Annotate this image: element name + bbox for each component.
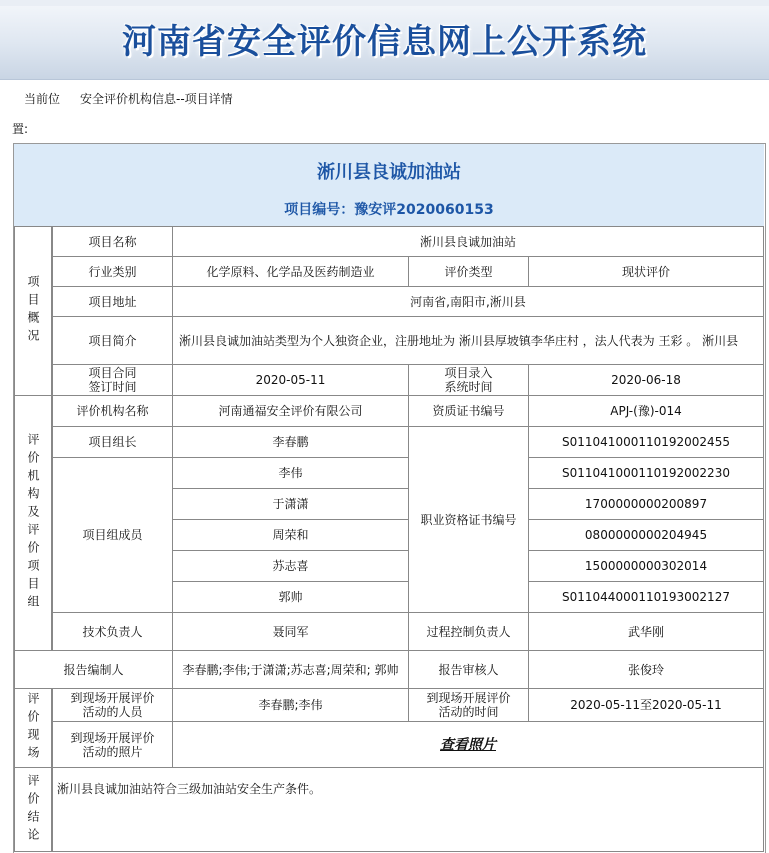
- site-time-label: 到现场开展评价活动的时间: [408, 688, 529, 722]
- entry-date-label: 项目录入系统时间: [408, 364, 529, 396]
- contract-date-label: 项目合同签订时间: [52, 364, 173, 396]
- member-name: 李伟: [172, 457, 409, 489]
- site-people-label: 到现场开展评价活动的人员: [52, 688, 173, 722]
- industry-label: 行业类别: [52, 256, 173, 287]
- eval-type-label: 评价类型: [408, 256, 529, 287]
- qualification-no: 1500000000302014: [528, 550, 764, 582]
- leader-value: 李春鹏: [172, 426, 409, 458]
- cert-no-value: APJ-(豫)-014: [528, 395, 764, 427]
- members-label: 项目组成员: [52, 457, 173, 613]
- org-name-value: 河南通福安全评价有限公司: [172, 395, 409, 427]
- site-time-value: 2020-05-11至2020-05-11: [528, 688, 764, 722]
- org-name-label: 评价机构名称: [52, 395, 173, 427]
- report-writer-label: 报告编制人: [14, 650, 173, 689]
- intro-label: 项目简介: [52, 316, 173, 365]
- address-label: 项目地址: [52, 286, 173, 317]
- address-value: 河南省,南阳市,淅川县: [172, 286, 764, 317]
- banner-title: 河南省安全评价信息网上公开系统: [122, 22, 647, 62]
- tech-lead-value: 聂同军: [172, 612, 409, 651]
- process-control-label: 过程控制负责人: [408, 612, 529, 651]
- qualification-no: 1700000000200897: [528, 488, 764, 520]
- leader-label: 项目组长: [52, 426, 173, 458]
- process-control-value: 武华刚: [528, 612, 764, 651]
- qualification-no: S011041000110192002455: [528, 426, 764, 458]
- entry-date-value: 2020-06-18: [528, 364, 764, 396]
- project-name-title: 淅川县良诚加油站: [317, 162, 461, 183]
- view-photos-link[interactable]: 查看照片: [440, 736, 496, 753]
- site-banner: [0, 0, 769, 80]
- conclusion-text: 淅川县良诚加油站符合三级加油站安全生产条件。: [52, 767, 764, 852]
- section-site-label: 评价现场: [14, 688, 52, 768]
- tech-lead-label: 技术负责人: [52, 612, 173, 651]
- banner-stripe: [0, 0, 769, 6]
- contract-date-value: 2020-05-11: [172, 364, 409, 396]
- report-writer-value: 李春鹏;李伟;于潇潇;苏志喜;周荣和; 郭帅: [172, 650, 409, 689]
- site-photo-label: 到现场开展评价活动的照片: [52, 721, 173, 768]
- breadcrumb-path[interactable]: 安全评价机构信息--项目详情: [80, 92, 233, 106]
- site-people-value: 李春鹏;李伟: [172, 688, 409, 722]
- qualification-no: S011044000110193002127: [528, 581, 764, 613]
- intro-value: 淅川县良诚加油站类型为个人独资企业，注册地址为 淅川县厚坡镇李华庄村 ，法人代表为 王彩 。 淅川县: [172, 316, 764, 365]
- industry-value: 化学原料、化学品及医药制造业: [172, 256, 409, 287]
- member-name: 苏志喜: [172, 550, 409, 582]
- report-reviewer-label: 报告审核人: [408, 650, 529, 689]
- breadcrumb-label: 当前位: [24, 92, 61, 106]
- project-name-label: 项目名称: [52, 226, 173, 257]
- section-conclusion-label: 评价结论: [14, 767, 52, 852]
- cert-no-label: 资质证书编号: [408, 395, 529, 427]
- project-code: 项目编号：豫安评2020060153: [284, 202, 494, 218]
- breadcrumb: [24, 90, 233, 107]
- eval-type-value: 现状评价: [528, 256, 764, 287]
- report-reviewer-value: 张俊玲: [528, 650, 764, 689]
- qualification-no: 0800000000204945: [528, 519, 764, 551]
- breadcrumb-label-tail: 置:: [12, 122, 29, 136]
- project-name-value: 淅川县良诚加油站: [172, 226, 764, 257]
- qualification-label: 职业资格证书编号: [408, 426, 529, 613]
- member-name: 于潇潇: [172, 488, 409, 520]
- site-photo-cell: [172, 721, 764, 768]
- section-team-label: 评价机构及评价项目组: [14, 395, 52, 651]
- qualification-no: S011041000110192002230: [528, 457, 764, 489]
- section-overview-label: 项目概况: [14, 226, 52, 396]
- member-name: 周荣和: [172, 519, 409, 551]
- project-header: [14, 144, 764, 226]
- member-name: 郭帅: [172, 581, 409, 613]
